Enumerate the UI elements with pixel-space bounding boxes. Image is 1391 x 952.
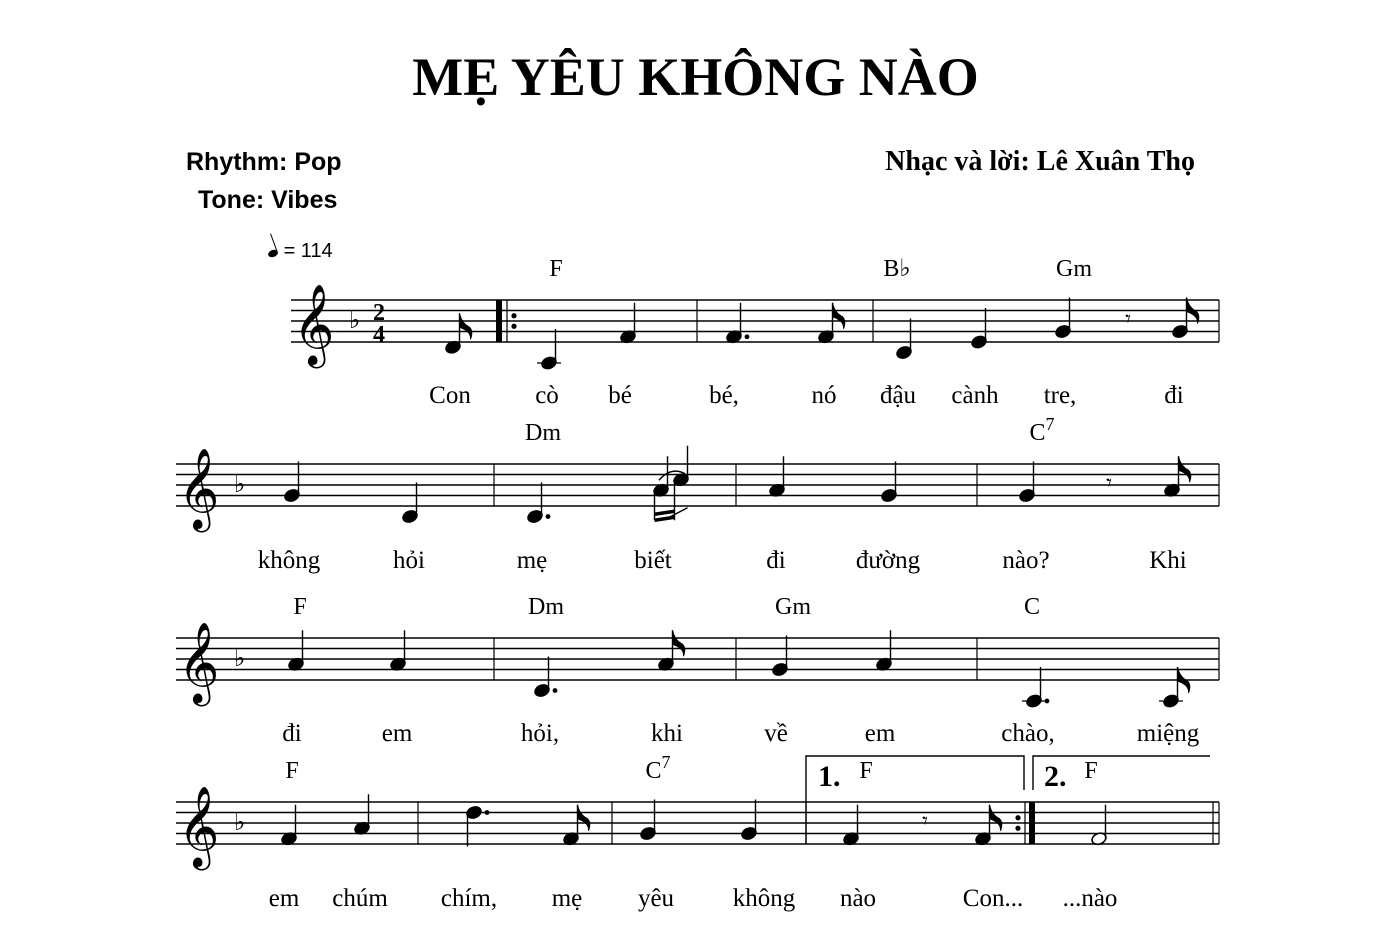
lyric-syllable: tre,	[1043, 382, 1077, 409]
lyric-syllable: đậu	[879, 382, 917, 409]
lyric-syllable: chúm	[332, 885, 388, 912]
lyric-syllable: em	[864, 720, 896, 747]
note-flag	[990, 805, 1002, 831]
repeat-dot	[511, 324, 516, 329]
repeat-bar-thick	[1029, 802, 1035, 844]
flat-icon: ♭	[234, 808, 246, 836]
treble-clef-icon: 𝄞	[178, 785, 220, 867]
chord-root: F	[549, 256, 563, 282]
chord-symbol	[645, 752, 670, 784]
tone-label: Tone: Vibes	[198, 186, 338, 214]
note-flag	[460, 313, 472, 339]
chord-symbol	[293, 594, 306, 620]
note-dot	[1045, 699, 1050, 704]
chord-root: C	[1029, 420, 1046, 446]
lyric-syllable: không	[732, 885, 796, 912]
repeat-dot	[511, 313, 516, 318]
note-flag	[833, 303, 845, 329]
repeat-dot	[1015, 826, 1020, 831]
chord-root: Dm	[525, 420, 561, 446]
lyric-syllable: bé	[608, 382, 632, 409]
lyric-syllable: em	[381, 720, 413, 747]
lyric-syllable: mẹ	[551, 885, 583, 912]
note-flag	[578, 805, 590, 831]
lyric-syllable: Con...	[962, 885, 1024, 912]
chord-root: Gm	[775, 594, 811, 620]
note-beam	[655, 511, 675, 514]
flat-icon: ♭	[234, 644, 246, 672]
flat-icon: ♭	[234, 470, 246, 498]
lyric-syllable: hỏi,	[520, 720, 560, 747]
lyric-syllable: đi	[766, 547, 786, 574]
treble-clef-icon: 𝄞	[178, 447, 220, 529]
lyric-syllable: chào,	[1001, 720, 1055, 747]
chord-root: Dm	[528, 594, 564, 620]
chord-root: Gm	[1056, 256, 1092, 282]
treble-clef-icon: 𝄞	[293, 283, 335, 365]
lyric-syllable: miệng	[1136, 720, 1200, 747]
lyric-syllable: hỏi	[393, 547, 425, 574]
chord-root: F	[293, 594, 307, 620]
lyric-syllable: khi	[651, 720, 683, 747]
lyric-syllable: không	[257, 547, 321, 574]
lyric-syllable: cò	[535, 382, 559, 409]
note-dot	[546, 514, 551, 519]
lyric-syllable: biết	[634, 547, 672, 574]
lyric-syllable: nào	[839, 885, 877, 912]
lyric-syllable: Con	[429, 382, 471, 409]
lyric-syllable: bé,	[709, 382, 739, 409]
chord-symbol	[285, 758, 298, 784]
chord-extension: 7	[1045, 414, 1055, 434]
rhythm-label: Rhythm: Pop	[186, 148, 342, 176]
author-credit: Nhạc và lời: Lê Xuân Thọ	[885, 146, 1195, 177]
chord-symbol	[775, 594, 811, 620]
note-dot	[485, 810, 490, 815]
staff-system-3	[176, 594, 1219, 747]
lyric-syllable: chím,	[440, 885, 498, 912]
eighth-rest-icon: 𝄾	[922, 809, 928, 834]
chord-symbol	[1056, 256, 1092, 282]
chord-root: F	[859, 758, 873, 784]
lyric-syllable: đường	[855, 547, 921, 574]
eighth-rest-icon: 𝄾	[1125, 307, 1131, 332]
time-signature-bottom: 4	[373, 322, 385, 348]
chord-root: B♭	[883, 256, 911, 282]
chord-symbol	[525, 420, 561, 446]
chord-symbol	[1029, 414, 1054, 446]
eighth-rest-icon: 𝄾	[1106, 471, 1112, 496]
flat-icon: ♭	[349, 306, 361, 334]
lyric-syllable: đi	[282, 720, 302, 747]
chord-root: F	[1084, 758, 1098, 784]
lyric-syllable: cành	[951, 382, 999, 409]
volta-label-1: 1.	[818, 760, 841, 793]
lyric-syllable: nào?	[1002, 547, 1050, 574]
lyric-syllable: ...nào	[1062, 885, 1118, 912]
song-title: MẸ YÊU KHÔNG NÀO	[412, 47, 979, 107]
chord-symbol	[528, 594, 564, 620]
chord-symbol	[1024, 594, 1040, 620]
chord-root: C	[645, 758, 662, 784]
lyric-syllable: em	[268, 885, 300, 912]
repeat-dot	[1015, 815, 1020, 820]
lyric-syllable: Khi	[1149, 547, 1187, 574]
chord-symbol	[1084, 758, 1097, 784]
chord-symbol	[859, 758, 872, 784]
staff-system-1	[291, 256, 1219, 409]
lyric-syllable: về	[764, 720, 788, 747]
lyric-syllable: yêu	[637, 885, 675, 912]
chord-symbol	[549, 256, 562, 282]
chord-root: C	[1023, 594, 1041, 620]
tempo-value: = 114	[283, 240, 333, 262]
lyric-syllable: nó	[811, 382, 837, 409]
chord-root: F	[285, 758, 299, 784]
chord-extension: 7	[661, 752, 671, 772]
note-dot	[553, 688, 558, 693]
treble-clef-icon: 𝄞	[178, 621, 220, 703]
volta-label-2: 2.	[1044, 760, 1067, 793]
time-signature-top: 2	[373, 300, 385, 326]
note-flag	[1179, 456, 1191, 482]
note-dot	[745, 334, 750, 339]
lyric-syllable: mẹ	[516, 547, 548, 574]
repeat-bar-thick	[496, 300, 502, 342]
note-flag	[673, 630, 685, 656]
chord-symbol	[883, 256, 910, 282]
lyric-syllable: đi	[1164, 382, 1184, 409]
note-beam	[655, 517, 675, 520]
staff-system-4	[176, 752, 1219, 912]
staff-system-2	[176, 414, 1219, 574]
